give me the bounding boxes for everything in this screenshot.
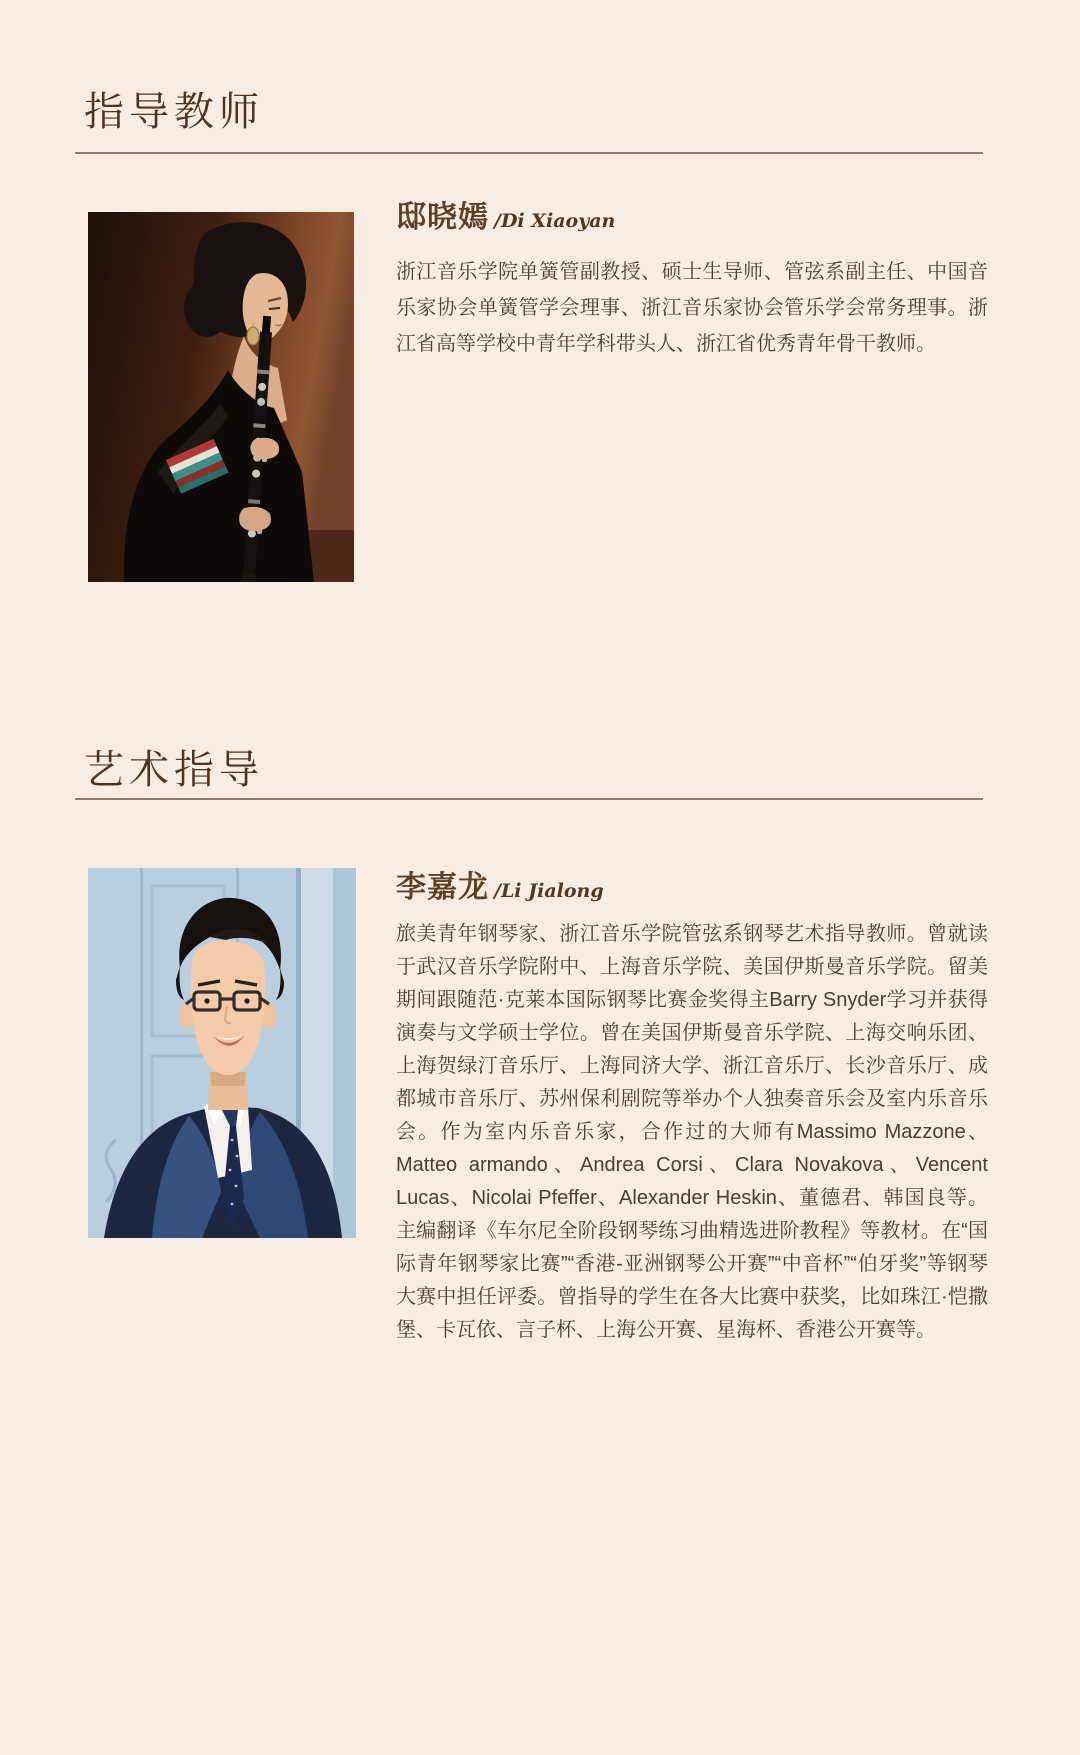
section-divider-line [75, 798, 983, 800]
teacher-name-row [396, 192, 988, 236]
art-director-name-chinese: 李嘉龙 [396, 870, 489, 905]
teacher-name-chinese: 邸晓嫣 [396, 200, 489, 235]
photo1-eye [269, 308, 280, 309]
art-director-name-row [396, 862, 988, 906]
pianist-portrait-photo [88, 868, 356, 1238]
section-heading-art-direction: 艺术指导 [84, 748, 264, 792]
photo1-hair-back [184, 279, 230, 337]
section-heading-guiding-teacher: 指导教师 [84, 90, 264, 134]
photo1-lower-hand [239, 507, 271, 531]
photo2-left-eye [204, 998, 209, 1003]
clarinetist-portrait-photo [88, 212, 354, 582]
photo2-right-eye [244, 998, 249, 1003]
photo2-door-panel-right [333, 868, 356, 1238]
art-director-name-english: /Li Jialong [494, 880, 604, 902]
photo1-upper-hand [250, 438, 279, 460]
art-director-textblock [396, 862, 988, 1347]
teacher-bio: 浙江音乐学院单簧管副教授、硕士生导师、管弦系副主任、中国音乐家协会单簧管学会理事、浙江音乐家协会管乐学会常务理事。浙江省高等学校中青年学科带头人、浙江省优秀青年骨干教师。 [396, 261, 988, 355]
teacher-name-english: /Di Xiaoyan [494, 210, 616, 232]
photo1-earring [247, 327, 259, 345]
art-director-bio: 旅美青年钢琴家、浙江音乐学院管弦系钢琴艺术指导教师。曾就读于武汉音乐学院附中、上海音乐学院、美国伊斯曼音乐学院。留美期间跟随范·克莱本国际钢琴比赛金奖得主Barry Snyder学习并获得演奏与文学硕士学位。曾在美国伊斯曼音乐学院、上海交响乐团、上海贺绿汀音乐厅、上海同济大学、浙江音乐厅、长沙音乐厅、成都城市音乐厅、苏州保利剧院等举办个人独奏音乐会及室内乐音乐会。作为室内乐音乐家，合作过的大师有Massimo Mazzone、Matteo armando、Andrea Corsi、Clara Novakova、Vencent Lucas、Nicolai Pfeffer、Alexander Heskin、董德君、韩国良等。主编翻译《车尔尼全阶段钢琴练习曲精选进阶教程》等教材。在“国际青年钢琴家比赛”“香港-亚洲钢琴公开赛”“中音杯”“伯牙奖”等钢琴大赛中担任评委。曾指导的学生在各大比赛中获奖，比如珠江·恺撒堡、卡瓦依、言子杯、上海公开赛、星海杯、香港公开赛等。 [396, 923, 988, 1341]
section-divider-line [75, 152, 983, 154]
guiding-teacher-textblock [396, 192, 988, 362]
